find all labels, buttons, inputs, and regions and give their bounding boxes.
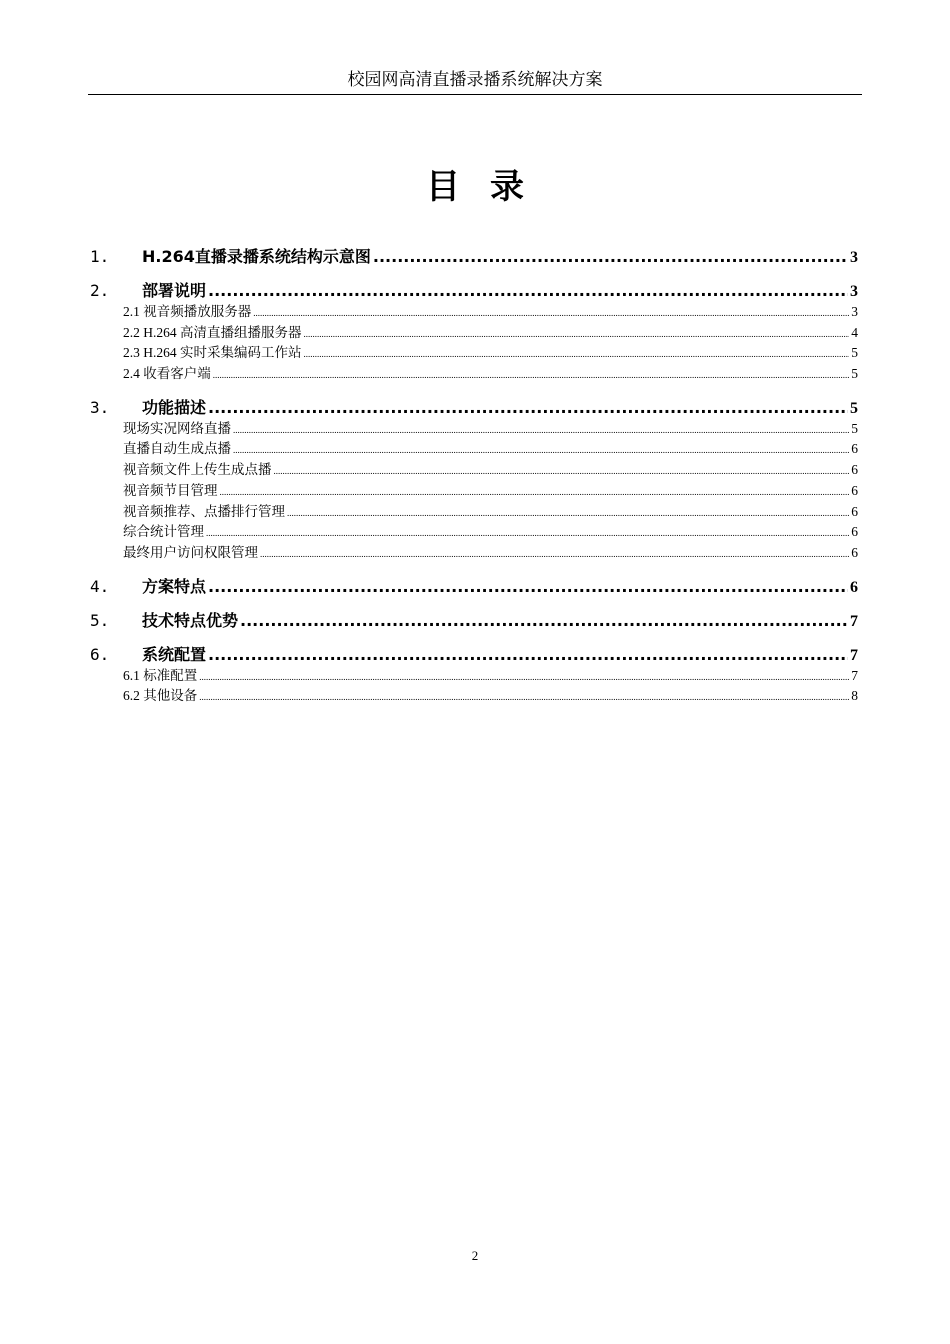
toc-entry-label: 现场实况网络直播 [123,420,231,436]
toc-dot-leader [240,610,848,632]
page-number: 2 [471,1248,479,1263]
toc-entry-label: 2.2 H.264 高清直播组播服务器 [123,324,302,340]
toc-dot-leader [287,503,849,524]
toc-entry-label: H.264直播录播系统结构示意图 [142,247,371,266]
toc-dot-leader [233,420,849,441]
toc-entry-page: 6 [851,482,858,498]
toc-entry-number: 4. [90,576,110,596]
toc-entry-label: 6.1 标准配置 [123,667,198,683]
table-of-contents [90,246,858,707]
toc-entry-label: 2.3 H.264 实时采集编码工作站 [123,345,302,361]
toc-entry-number: 5. [90,610,110,630]
toc-dot-leader [208,644,848,666]
toc-dot-leader [220,482,850,503]
toc-entry-page: 3 [850,283,858,300]
toc-entry-3-7[interactable] [90,543,858,564]
toc-entry-5[interactable] [90,610,858,632]
toc-entry-label: 2.4 收看客户端 [123,366,211,382]
toc-entry-2-1[interactable] [90,302,858,323]
toc-entry-label: 6.2 其他设备 [123,688,198,704]
toc-entry-number: 1. [90,247,110,266]
toc-dot-leader [213,365,850,386]
toc-entry-label: 综合统计管理 [123,524,204,540]
toc-entry-label: 系统配置 [142,644,207,664]
toc-entry-label: 功能描述 [142,397,207,417]
document-title: 校园网高清直播录播系统解决方案 [347,70,603,90]
toc-entry-page: 7 [850,612,858,630]
toc-entry-label: 视音频推荐、点播排行管理 [123,503,285,519]
toc-entry-3[interactable] [90,397,858,419]
toc-entry-page: 4 [851,324,858,340]
toc-entry-page: 6 [851,524,858,540]
toc-entry-label: 技术特点优势 [142,610,239,630]
toc-entry-1[interactable] [90,246,858,268]
toc-dot-leader [260,544,849,565]
toc-entry-page: 6 [851,503,858,519]
toc-dot-leader [199,687,849,708]
toc-entry-3-3[interactable] [90,460,858,481]
toc-dot-leader [274,461,850,482]
toc-entry-3-6[interactable] [90,522,858,543]
toc-entry-page: 5 [850,399,858,417]
toc-entry-6-2[interactable] [90,686,858,707]
toc-dot-leader [373,246,848,268]
toc-entry-3-1[interactable] [90,419,858,440]
toc-entry-page: 7 [850,646,858,664]
toc-dot-leader [206,523,849,544]
toc-entry-label: 视音频文件上传生成点播 [123,462,272,478]
toc-entry-page: 8 [851,688,858,704]
toc-entry-4[interactable] [90,576,858,598]
toc-entry-page: 6 [851,441,858,457]
toc-dot-leader [199,667,849,688]
toc-entry-page: 3 [850,249,858,266]
toc-entry-page: 6 [850,578,858,596]
toc-entry-3-5[interactable] [90,502,858,523]
toc-entry-page: 3 [851,304,858,319]
toc-dot-leader [253,303,849,324]
toc-entry-label: 方案特点 [142,576,207,596]
toc-dot-leader [304,324,850,345]
toc-dot-leader [304,344,850,365]
toc-entry-6[interactable] [90,644,858,666]
toc-entry-number: 6. [90,644,110,664]
toc-entry-label: 最终用户访问权限管理 [123,544,258,560]
toc-entry-3-4[interactable] [90,481,858,502]
toc-dot-leader [208,576,848,598]
toc-entry-number: 2. [90,281,110,300]
toc-title: 目录 [426,167,554,207]
toc-entry-3-2[interactable] [90,439,858,460]
toc-entry-6-1[interactable] [90,666,858,687]
toc-entry-page: 5 [851,420,858,436]
toc-entry-2[interactable] [90,280,858,302]
toc-entry-page: 5 [851,345,858,361]
toc-entry-2-4[interactable] [90,364,858,385]
toc-dot-leader [233,440,849,461]
toc-entry-page: 6 [851,462,858,478]
toc-entry-label: 直播自动生成点播 [123,441,231,457]
toc-entry-page: 5 [851,366,858,382]
toc-entry-number: 3. [90,397,110,417]
toc-dot-leader [208,397,848,419]
toc-dot-leader [208,280,848,302]
toc-entry-page: 6 [851,544,858,560]
toc-entry-label: 2.1 视音频播放服务器 [123,304,252,319]
page-header [88,66,862,95]
toc-entry-page: 7 [851,667,858,683]
toc-entry-label: 视音频节目管理 [123,482,218,498]
toc-entry-2-3[interactable] [90,343,858,364]
toc-entry-label: 部署说明 [142,281,207,300]
toc-entry-2-2[interactable] [90,323,858,344]
